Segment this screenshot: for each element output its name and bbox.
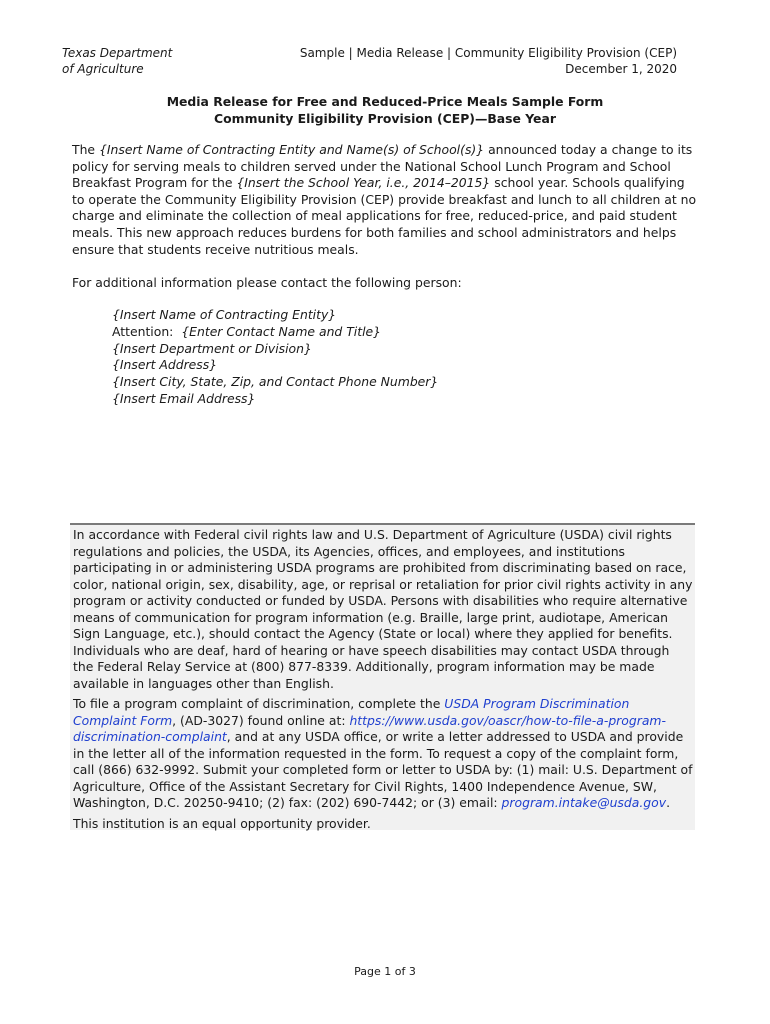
contact-entity: {Insert Name of Contracting Entity} <box>112 307 337 322</box>
document-line: Sample | Media Release | Community Eligibility Provision (CEP) <box>299 46 677 60</box>
contact-address: {Insert Address} <box>112 357 218 373</box>
intro-text-3: school year. Schools qualifying to operate the Community Eligibility Provision (CEP) provide breakfast and lunch to all children at no charge and eliminate the collection of meal applications for free, reduced-price, and paid student meals. This new approach reduces burdens for both families and school administrators and helps ensure that students receive nutritious meals. <box>72 175 697 257</box>
document-date: December 1, 2020 <box>565 62 677 76</box>
intro-paragraph <box>72 142 700 258</box>
title-line-1: Media Release for Free and Reduced-Price Meals Sample Form <box>166 94 604 109</box>
email-link[interactable]: program.intake@usda.gov <box>501 795 667 810</box>
header-organization <box>62 45 172 77</box>
contact-city: {Insert City, State, Zip, and Contact Phone Number} <box>112 374 439 390</box>
nondiscrimination-notice <box>70 523 695 830</box>
placeholder-entity-schools: {Insert Name of Contracting Entity and Name(s) of School(s)} <box>98 142 485 157</box>
complaint-form-link[interactable]: USDA Program Discrimination Complaint Form <box>73 696 630 728</box>
contact-email: {Insert Email Address} <box>112 390 256 406</box>
placeholder-school-year: {Insert the School Year, i.e., 2014–2015} <box>236 175 491 191</box>
org-line-2: of Agriculture <box>62 62 144 76</box>
contact-department: {Insert Department or Division} <box>112 340 312 356</box>
notice-paragraph-1: In accordance with Federal civil rights law and U.S. Department of Agriculture (USDA) civil rights regulations and policies, the USDA, its Agencies, offices, and employees, and institutions participating in or administering USDA programs are prohibited from discriminating based on race, color, national origin, sex, disability, age, or reprisal or retaliation for prior civil rights activity in any program or activity conducted or funded by USDA. Persons with disabilities who require alternative means of communication for program information (e.g. Braille, large print, audiotape, American Sign Language, etc.), should contact the Agency (State or local) where they applied for benefits. Individuals who are deaf, hard of hearing or have speech disabilities may contact USDA through the Federal Relay Service at (800) 877-8339. Additionally, program information may be made available in languages other than English. <box>73 527 693 691</box>
intro-text-1: The <box>72 142 99 157</box>
contact-block <box>112 307 438 408</box>
notice-p2-text-3: , and at any USDA office, or write a letter addressed to USDA and provide in the letter all of the information requested in the form. To request a copy of the complaint form, call (866) 632-9992. Submit your completed form or letter to USDA by: (1) mail: U.S. Department of Agriculture, Office of the Assistant Secretary for Civil Rights, 1400 Independence Avenue, SW, Washington, D.C. 20250-9410; (2) fax: (202) 690-7442; or (3) email: <box>73 729 693 810</box>
complaint-url-link[interactable]: https://www.usda.gov/oascr/how-to-file-a-program-discrimination-complaint <box>73 712 666 744</box>
intro-text-2: announced today a change to its policy for serving meals to children served under the National School Lunch Program and School Breakfast Program for the <box>72 142 693 191</box>
contact-attention <box>112 324 438 341</box>
header-document-info <box>300 45 677 77</box>
attention-value: {Enter Contact Name and Title} <box>181 323 382 339</box>
page-number: Page 1 of 3 <box>354 965 416 978</box>
notice-paragraph-2 <box>73 696 693 812</box>
attention-label: Attention: <box>112 323 174 339</box>
notice-p2-text-4: . <box>666 795 671 810</box>
notice-p2-text-1: To file a program complaint of discrimination, complete the <box>73 696 445 711</box>
notice-paragraph-3: This institution is an equal opportunity provider. <box>73 815 371 831</box>
notice-p2-text-2: , (AD-3027) found online at: <box>172 712 350 728</box>
document-title <box>0 93 770 127</box>
contact-intro: For additional information please contact the following person: <box>72 275 462 290</box>
org-line-1: Texas Department <box>62 46 173 60</box>
title-line-2: Community Eligibility Provision (CEP)—Base Year <box>214 111 556 126</box>
